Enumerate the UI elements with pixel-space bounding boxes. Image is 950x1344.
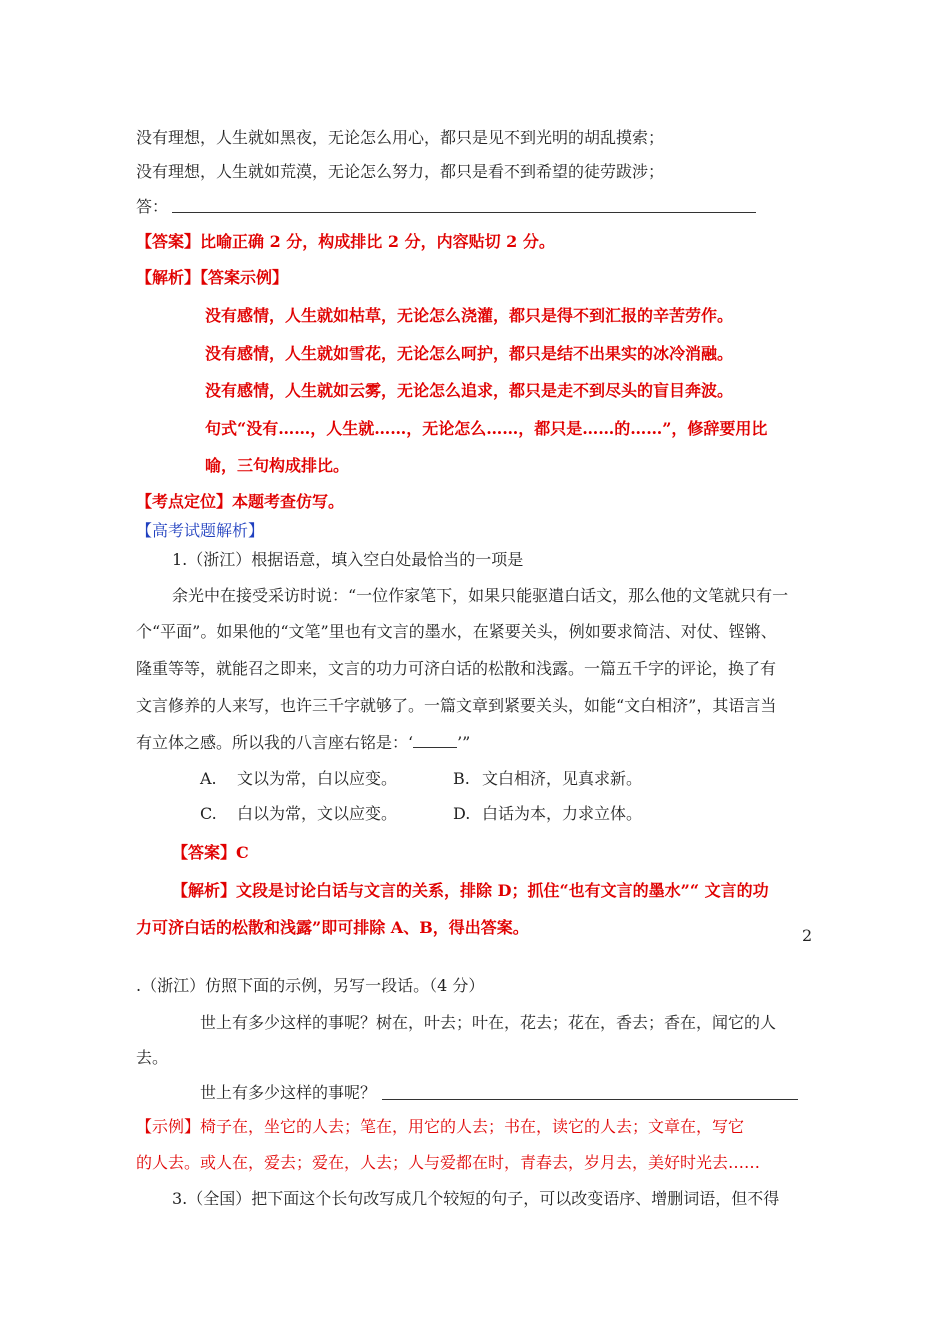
option-b-letter: B. <box>453 769 470 788</box>
example-tag: 【答案示例】 <box>200 268 289 287</box>
option-b: 文白相济，见真求新。 <box>482 769 643 788</box>
option-d-letter: D. <box>453 804 471 823</box>
option-c: 白以为常，文以应变。 <box>237 804 398 823</box>
example-line: 没有感情，人生就如雪花，无论怎么呵护，都只是结不出果实的冰冷消融。 <box>205 344 734 363</box>
q1-analysis-line: 力可济白话的松散和浅露”即可排除 A、B，得出答案。 <box>136 918 529 937</box>
q1-analysis-line <box>172 880 769 902</box>
sample-line <box>136 1116 744 1138</box>
prompt-line: 世上有多少这样的事呢？ <box>200 1083 377 1102</box>
question-stem: 1.（浙江）根据语意，填入空白处最恰当的一项是 <box>172 550 524 569</box>
example-line: 喻，三句构成排比。 <box>205 456 350 475</box>
analysis-tag: 【解析】 <box>136 268 201 287</box>
answer-value: C <box>236 843 249 862</box>
example-line: 句式“没有……，人生就……，无论怎么……，都只是……的……”，修辞要用比 <box>205 419 768 438</box>
passage-line: 隆重等等，就能召之即来，文言的功力可济白话的松散和浅露。一篇五千字的评论，换了有 <box>136 659 777 678</box>
answer-blank-line <box>382 1099 798 1100</box>
kaodian-line <box>136 491 344 513</box>
section-title: 【高考试题解析】 <box>136 521 265 540</box>
question-stem: .（浙江）仿照下面的示例，另写一段话。（4 分） <box>136 976 485 995</box>
sample-line: 的人去。或人在，爱去；爱在，人去；人与爱都在时，青春去，岁月去，美好时光去…… <box>136 1153 761 1172</box>
option-a: 文以为常，白以应变。 <box>237 769 398 788</box>
text-line: 没有理想，人生就如黑夜，无论怎么用心，都只是见不到光明的胡乱摸索； <box>136 128 665 147</box>
passage-end: ’” <box>457 733 471 752</box>
passage-line: 个“平面”。如果他的“文笔”里也有文言的墨水，在紧要关头，例如要求简洁、对仗、铿锵、 <box>136 622 777 641</box>
sample-tag: 【示例】 <box>136 1117 201 1136</box>
kaodian-text: 本题考查仿写。 <box>232 492 345 511</box>
option-d: 白话为本，力求立体。 <box>482 804 643 823</box>
answer-prefix: 答： <box>136 197 169 216</box>
answer-tag: 【答案】 <box>172 843 237 862</box>
answer-tag: 【答案】 <box>136 232 201 251</box>
q1-answer-line <box>172 842 249 864</box>
kaodian-tag: 【考点定位】 <box>136 492 233 511</box>
passage-text: 有立体之感。所以我的八言座右铭是：‘ <box>136 733 414 752</box>
answer-line <box>136 231 555 253</box>
example-line: 去。 <box>136 1048 169 1067</box>
question-stem: 3.（全国）把下面这个长句改写成几个较短的句子，可以改变语序、增删词语，但不得 <box>172 1189 780 1208</box>
passage-line: 余光中在接受采访时说：“一位作家笔下，如果只能驱遣白话文，那么他的文笔就只有一 <box>172 586 789 605</box>
example-line: 世上有多少这样的事呢？树在，叶去；叶在，花去；花在，香去；香在，闻它的人 <box>200 1013 777 1032</box>
passage-line <box>136 732 470 754</box>
passage-line: 文言修养的人来写，也许三千字就够了。一篇文章到紧要关头，如能“文白相济”，其语言当 <box>136 696 777 715</box>
analysis-tag: 【解析】 <box>172 881 237 900</box>
sample-text: 椅子在，坐它的人去；笔在，用它的人去；书在，读它的人去；文章在，写它 <box>200 1117 745 1136</box>
analysis-text: 文段是讨论白话与文言的关系，排除 D；抓住“也有文言的墨水”“ 文言的功 <box>236 881 769 900</box>
analysis-line <box>136 267 288 289</box>
option-c-letter: C. <box>200 804 217 823</box>
example-line: 没有感情，人生就如云雾，无论怎么追求，都只是走不到尽头的盲目奔波。 <box>205 381 734 400</box>
example-line: 没有感情，人生就如枯草，无论怎么浇灌，都只是得不到汇报的辛苦劳作。 <box>205 306 734 325</box>
text-line: 没有理想，人生就如荒漠，无论怎么努力，都只是看不到希望的徒劳跋涉； <box>136 162 665 181</box>
answer-text: 比喻正确 2 分，构成排比 2 分，内容贴切 2 分。 <box>200 232 555 251</box>
page-number: 2 <box>802 926 813 945</box>
fill-blank <box>413 733 457 748</box>
answer-blank-line <box>172 212 756 213</box>
option-a-letter: A. <box>200 769 217 788</box>
